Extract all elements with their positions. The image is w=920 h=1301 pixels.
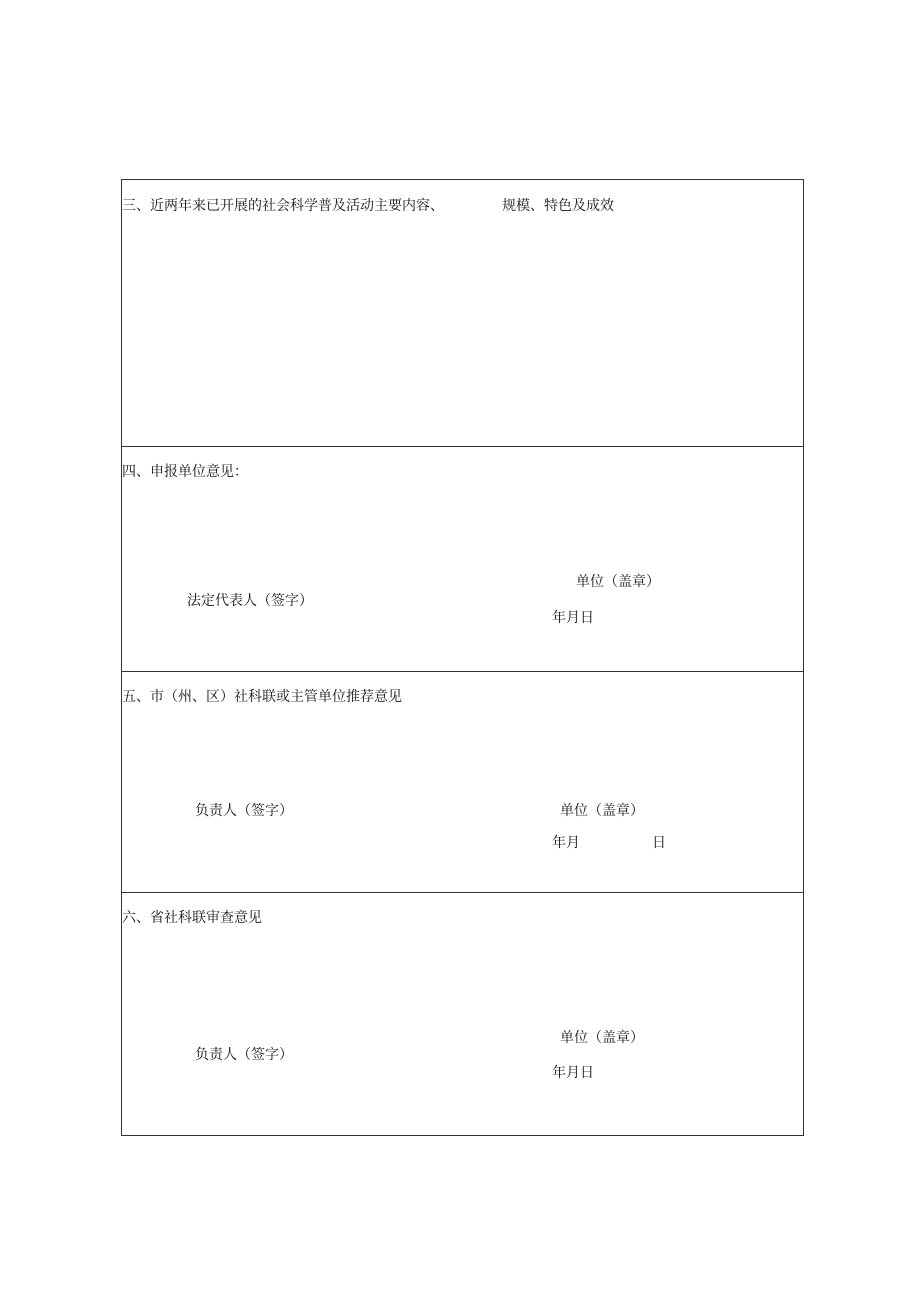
section-applicant-opinion xyxy=(122,447,803,672)
unit-seal-label: 单位（盖章） xyxy=(576,574,660,590)
date-label: 年月日 xyxy=(552,610,594,626)
section-applicant-opinion-title: 四、申报单位意见： xyxy=(122,464,248,480)
date-day-label: 日 xyxy=(652,835,666,851)
section-recommendation-opinion xyxy=(122,672,803,893)
section-activities xyxy=(122,180,803,447)
unit-seal-label: 单位（盖章） xyxy=(560,803,644,819)
application-form-table xyxy=(121,179,804,1136)
section-activities-title: 三、近两年来已开展的社会科学普及活动主要内容、 xyxy=(122,198,444,214)
date-year-month-label: 年月 xyxy=(552,835,580,851)
section-provincial-review xyxy=(122,893,803,1135)
legal-representative-signature-label: 法定代表人（签字） xyxy=(187,593,313,609)
section-recommendation-opinion-title: 五、市（州、区）社科联或主管单位推荐意见 xyxy=(122,689,402,705)
person-in-charge-signature-label: 负责人（签字） xyxy=(195,803,293,819)
person-in-charge-signature-label: 负责人（签字） xyxy=(195,1047,293,1063)
unit-seal-label: 单位（盖章） xyxy=(560,1030,644,1046)
section-provincial-review-title: 六、省社科联审查意见 xyxy=(122,910,262,926)
section-activities-title-continued: 规模、特色及成效 xyxy=(502,198,614,214)
date-label: 年月日 xyxy=(552,1065,594,1081)
